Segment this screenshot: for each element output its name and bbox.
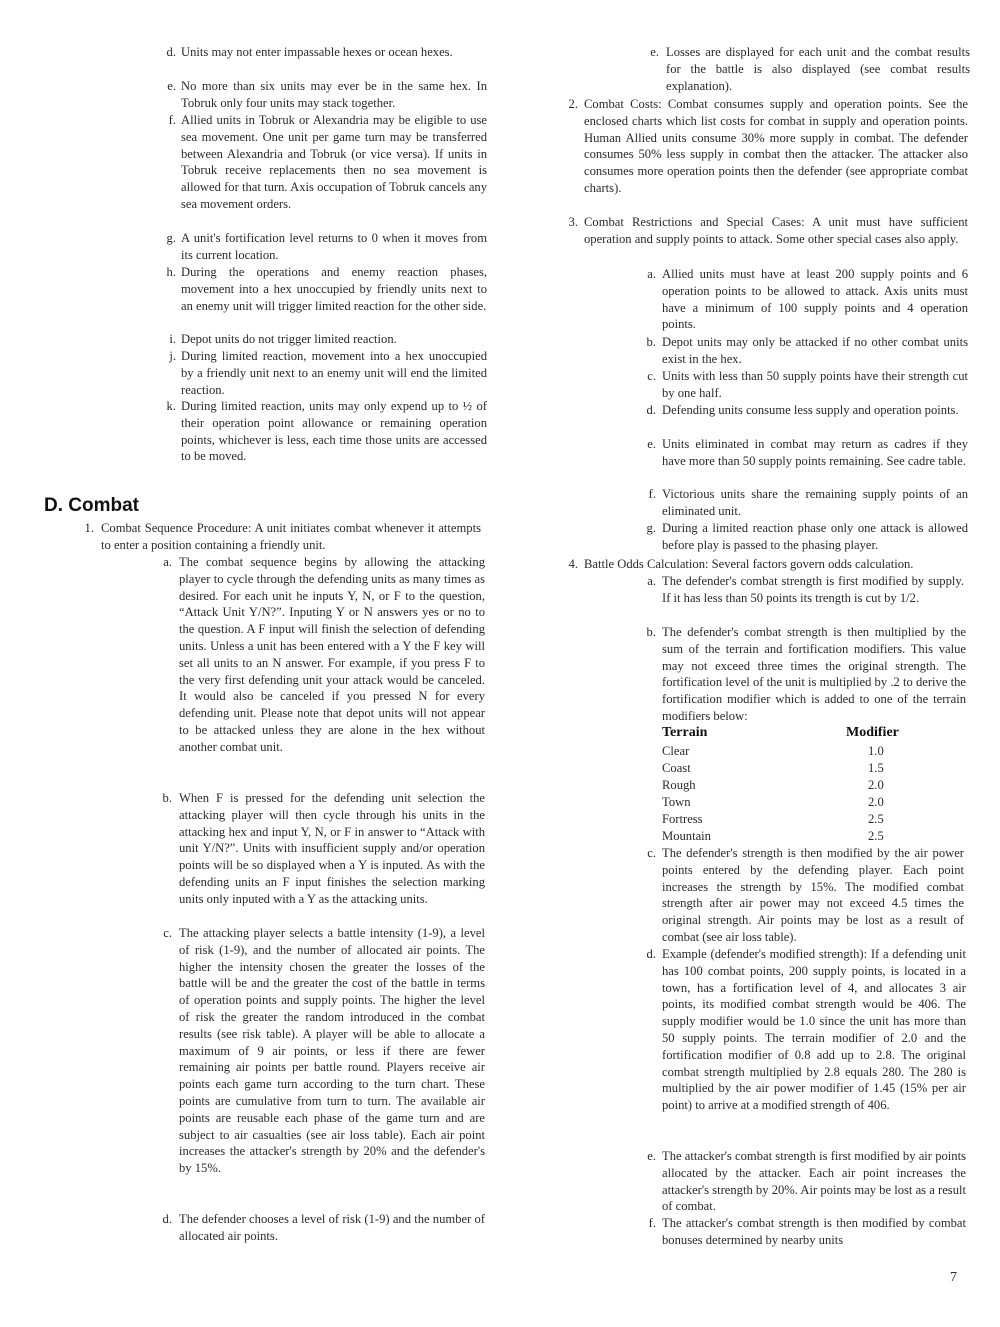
table-header-modifier: Modifier xyxy=(846,725,899,740)
list-item: Allied units in Tobruk or Alexandria may be eligible to use sea movement. One unit per game turn may be transferred between Alexandria and Tobruk (or vice versa). If units in Tobruk receive replacements then no sea movement is allowed for that turn. Axis occupation of Tobruk cancels any sea movement orders. xyxy=(181,113,487,211)
modifier-cell: 2.0 xyxy=(868,795,884,809)
list-item: The defender chooses a level of risk (1-9) and the number of allocated air points. xyxy=(179,1212,485,1243)
page-number: 7 xyxy=(950,1270,957,1285)
item-label: e. xyxy=(650,45,659,59)
modifier-cell: 2.5 xyxy=(868,829,884,843)
item-label: f. xyxy=(648,487,656,501)
item-label: d. xyxy=(646,403,656,417)
list-item: Allied units must have at least 200 supply points and 6 operation points to be allowed to attack. Axis units must have a minimum of 100 supply points and 4 operation points. xyxy=(662,267,968,332)
terrain-cell: Mountain xyxy=(662,829,711,843)
item-label: d. xyxy=(646,947,656,961)
modifier-cell: 1.5 xyxy=(868,761,884,775)
item-label: c. xyxy=(647,846,656,860)
list-item: During the operations and enemy reaction phases, movement into a hex unoccupied by friendly units next to an enemy unit will trigger limited reaction for the other side. xyxy=(181,265,487,313)
list-item: The combat sequence begins by allowing the attacking player to cycle through the defending units as many times as desired. For each unit he inputs Y, N, or F to the question, “Attack Unit Y/N?”. Inputing Y or N answers yes or no to the question. A F input will finish the selection of defending units. Unless a unit has been entered with a Y the F key will set all units to an N answer. For example, if you press F to the very first defending unit your attack would be canceled. It would also be canceled if you pressed N for every defending unit. Please note that depot units will not appear to be attacked unless they are alone in the hex without another combat unit. xyxy=(179,555,485,754)
list-item: Victorious units share the remaining supply points of an eliminated unit. xyxy=(662,487,968,518)
list-item: Battle Odds Calculation: Several factors govern odds calculation. xyxy=(584,557,914,571)
list-item: The attacking player selects a battle intensity (1-9), a level of risk (1-9), and the number of allocated air points. The higher the intensity chosen the greater the losses of the battle will be and the greater the cost of the battle in terms of operation points and supply points. The higher the level of risk the greater the random introduced in the combat results (see risk table). A player will be able to allocate a maximum of 9 air points, or less if there are fewer remaining air points per battle round. Players receive air points each game turn according to the turn chart. These points are cumulative from turn to turn. The available air points are reusable each phase of the game turn and are subject to air casualties (see air loss table). Each air point increases the attacker's strength by 20% and the defender's by 15%. xyxy=(179,926,485,1176)
list-item: Units may not enter impassable hexes or ocean hexes. xyxy=(181,45,453,59)
modifier-cell: 2.0 xyxy=(868,778,884,792)
list-item: No more than six units may ever be in the same hex. In Tobruk only four units may stack together. xyxy=(181,79,487,110)
list-item: Units eliminated in combat may return as cadres if they have more than 50 supply points remaining. See cadre table. xyxy=(662,437,968,468)
section-heading: D. Combat xyxy=(44,495,139,516)
terrain-cell: Rough xyxy=(662,778,696,792)
list-item: Defending units consume less supply and operation points. xyxy=(662,403,959,417)
list-item: The attacker's combat strength is first modified by air points allocated by the attacker. Each air point increases the attacker's strength by 20%. Air points may be lost as a result of combat. xyxy=(662,1149,966,1214)
table-header-terrain: Terrain xyxy=(662,725,708,740)
list-item: Depot units may only be attacked if no other combat units exist in the hex. xyxy=(662,335,968,366)
item-label: k. xyxy=(166,399,176,413)
modifier-cell: 2.5 xyxy=(868,812,884,826)
terrain-cell: Clear xyxy=(662,744,690,758)
list-item: Units with less than 50 supply points have their strength cut by one half. xyxy=(662,369,968,400)
item-label: b. xyxy=(646,625,656,639)
terrain-cell: Fortress xyxy=(662,812,703,826)
list-item: The defender's strength is then modified by the air power points entered by the defending player. Each point increases the strength by 15%. The modified combat strength after air power may not exceed 4.5 times the original strength. Air points may be lost as a result of combat (see air loss table). xyxy=(662,846,964,944)
item-label: 4. xyxy=(568,557,578,571)
item-label: a. xyxy=(647,267,656,281)
terrain-cell: Coast xyxy=(662,761,691,775)
modifier-cell: 1.0 xyxy=(868,744,884,758)
item-label: 3. xyxy=(568,215,578,229)
item-label: g. xyxy=(646,521,656,535)
list-item: During limited reaction, units may only expend up to ½ of their operation point allowance or remaining operation points, whichever is less, each time those units are accessed to be moved. xyxy=(181,399,487,464)
item-label: d. xyxy=(162,1212,172,1226)
list-item: Combat Sequence Procedure: A unit initiates combat whenever it attempts to enter a position containing a friendly unit. xyxy=(101,521,481,552)
list-item: The defender's combat strength is then multiplied by the sum of the terrain and fortification modifiers. This value may not exceed three times the original strength. The fortification level of the unit is multiplied by .2 to derive the fortification modifier which is added to one of the terrain modifiers below: xyxy=(662,625,966,723)
item-label: i. xyxy=(169,332,176,346)
item-label: f. xyxy=(168,113,176,127)
item-label: f. xyxy=(648,1216,656,1230)
item-label: c. xyxy=(647,369,656,383)
item-label: j. xyxy=(169,349,176,363)
item-label: a. xyxy=(647,574,656,588)
item-label: d. xyxy=(166,45,176,59)
item-label: c. xyxy=(163,926,172,940)
item-label: b. xyxy=(162,791,172,805)
item-label: h. xyxy=(166,265,176,279)
list-item: Combat Costs: Combat consumes supply and operation points. See the enclosed charts which list costs for combat in supply and operation points. Human Allied units consume 30% more supply in combat. The defender consumes 50% less supply in combat then the attacker. The attacker also consumes more operation points then the defender (see appropriate combat charts). xyxy=(584,97,968,195)
list-item: Losses are displayed for each unit and the combat results for the battle is also displayed (see combat results explanation). xyxy=(666,45,970,93)
list-item: A unit's fortification level returns to 0 when it moves from its current location. xyxy=(181,231,487,262)
list-item: During limited reaction, movement into a hex unoccupied by a friendly unit next to an enemy unit will end the limited reaction. xyxy=(181,349,487,397)
item-label: e. xyxy=(647,437,656,451)
list-item: Depot units do not trigger limited reaction. xyxy=(181,332,397,346)
list-item: The defender's combat strength is first modified by supply. If it has less than 50 points its trength is cut by 1/2. xyxy=(662,574,964,605)
item-label: e. xyxy=(647,1149,656,1163)
item-label: g. xyxy=(166,231,176,245)
list-item: Combat Restrictions and Special Cases: A unit must have sufficient operation and supply points to attack. Some other special cases also apply. xyxy=(584,215,968,246)
list-item: During a limited reaction phase only one attack is allowed before play is passed to the phasing player. xyxy=(662,521,968,552)
terrain-cell: Town xyxy=(662,795,691,809)
item-label: e. xyxy=(167,79,176,93)
list-item: When F is pressed for the defending unit selection the attacking player will then cycle through his units in the attacking hex and input Y, N, or F in answer to “Attack with unit Y/N?”. Units with insufficient supply and/or operation points will be so displayed when a Y is inputed. As with the defending units an F input finishes the selection marking units only inputed with a Y as the attacking units. xyxy=(179,791,485,906)
list-item: Example (defender's modified strength): If a defending unit has 100 combat points, 200 supply points, is located in a town, has a fortification level of 4, and allocates 3 air points, its modified combat strength would be 406. The supply modifier would be 1.0 since the unit has more than 50 supply points. The terrain modifier of 2.0 and the fortification modifier of 0.8 add up to 2.8. The original combat strength multiplied by 2.8 equals 280. The 280 is multiplied by the air power modifier of 1.45 (15% per air point) to arrive at a modified strength of 406. xyxy=(662,947,966,1113)
item-label: b. xyxy=(646,335,656,349)
item-label: 2. xyxy=(568,97,578,111)
item-label: a. xyxy=(163,555,172,569)
item-label: 1. xyxy=(84,521,94,535)
list-item: The attacker's combat strength is then modified by combat bonuses determined by nearby units xyxy=(662,1216,966,1247)
